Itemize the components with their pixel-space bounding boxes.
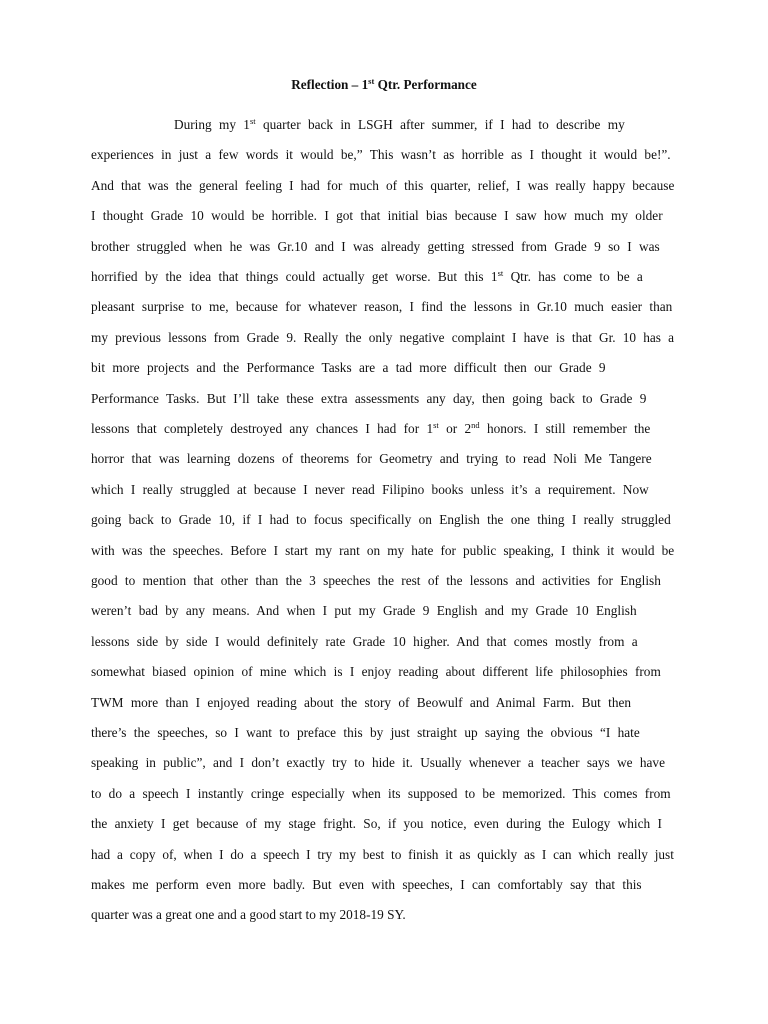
body-line: there’s the speeches, so I want to preface this by just straight up saying the obvious “I hate — [91, 725, 640, 740]
body-line: going back to Grade 10, if I had to focus specifically on English the one thing I really struggled — [91, 512, 671, 528]
body-line: which I really struggled at because I never read Filipino books unless it’s a requirement. Now — [91, 481, 649, 497]
body-line: brother struggled when he was Gr.10 and I was already getting stressed from Grade 9 so I was — [91, 238, 660, 254]
body-line — [174, 116, 625, 134]
body-line: quarter was a great one and a good start to my 2018-19 SY. — [91, 907, 406, 923]
document-title — [0, 76, 768, 94]
title-superscript: st — [368, 76, 375, 86]
body-line — [91, 268, 643, 286]
line-text: honors. I still remember the — [479, 421, 651, 436]
body-line: makes me perform even more badly. But even with speeches, I can comfortably say that this — [91, 877, 642, 892]
body-line: good to mention that other than the 3 speeches the rest of the lessons and activities for English — [91, 573, 661, 588]
body-line: lessons side by side I would definitely rate Grade 10 higher. And that comes mostly from a — [91, 633, 638, 649]
line-text: or 2 — [438, 421, 472, 436]
body-line: horror that was learning dozens of theorems for Geometry and trying to read Noli Me Tangere — [91, 451, 652, 467]
body-line: with was the speeches. Before I start my rant on my hate for public speaking, I think it would be — [91, 542, 675, 558]
body-line: TWM more than I enjoyed reading about the story of Beowulf and Animal Farm. But then — [91, 694, 632, 710]
body-line: had a copy of, when I do a speech I try my best to finish it as quickly as I can which really just — [91, 846, 674, 862]
line-text: lessons that completely destroyed any chances I had for 1 — [91, 421, 434, 436]
body-line: I thought Grade 10 would be horrible. I got that initial bias because I saw how much my older — [91, 208, 663, 224]
line-text: During my 1 — [174, 117, 250, 132]
line-superscript: st — [433, 420, 439, 430]
body-line: to do a speech I instantly cringe especially when its supposed to be memorized. This comes from — [91, 785, 671, 801]
line-superscript: nd — [471, 420, 480, 430]
body-line: And that was the general feeling I had for much of this quarter, relief, I was really happy because — [91, 177, 675, 193]
body-line: bit more projects and the Performance Tasks are a tad more difficult then our Grade 9 — [91, 360, 606, 376]
title-text-end: Qtr. Performance — [374, 77, 477, 92]
line-text: horrified by the idea that things could actually get worse. But this 1 — [91, 269, 498, 284]
body-line — [91, 420, 650, 438]
body-line: experiences in just a few words it would be,” This wasn’t as horrible as I thought it would be!”. — [91, 147, 671, 163]
body-line: weren’t bad by any means. And when I put my Grade 9 English and my Grade 10 English — [91, 603, 637, 619]
body-line: pleasant surprise to me, because for whatever reason, I find the lessons in Gr.10 much easier than — [91, 299, 673, 315]
line-text: quarter back in LSGH after summer, if I had to describe my — [255, 117, 625, 132]
body-line: Performance Tasks. But I’ll take these extra assessments any day, then going back to Grade 9 — [91, 390, 647, 406]
line-superscript: st — [249, 116, 256, 126]
title-text-start: Reflection – 1 — [291, 77, 369, 92]
body-line: the anxiety I get because of my stage fright. So, if you notice, even during the Eulogy which I — [91, 816, 662, 832]
line-superscript: st — [497, 268, 504, 278]
body-line: my previous lessons from Grade 9. Really the only negative complaint I have is that Gr. 10 has a — [91, 329, 675, 345]
line-text: Qtr. has come to be a — [503, 269, 643, 284]
body-line: somewhat biased opinion of mine which is I enjoy reading about different life philosophies from — [91, 664, 661, 680]
body-line: speaking in public”, and I don’t exactly try to hide it. Usually whenever a teacher says we have — [91, 755, 665, 771]
